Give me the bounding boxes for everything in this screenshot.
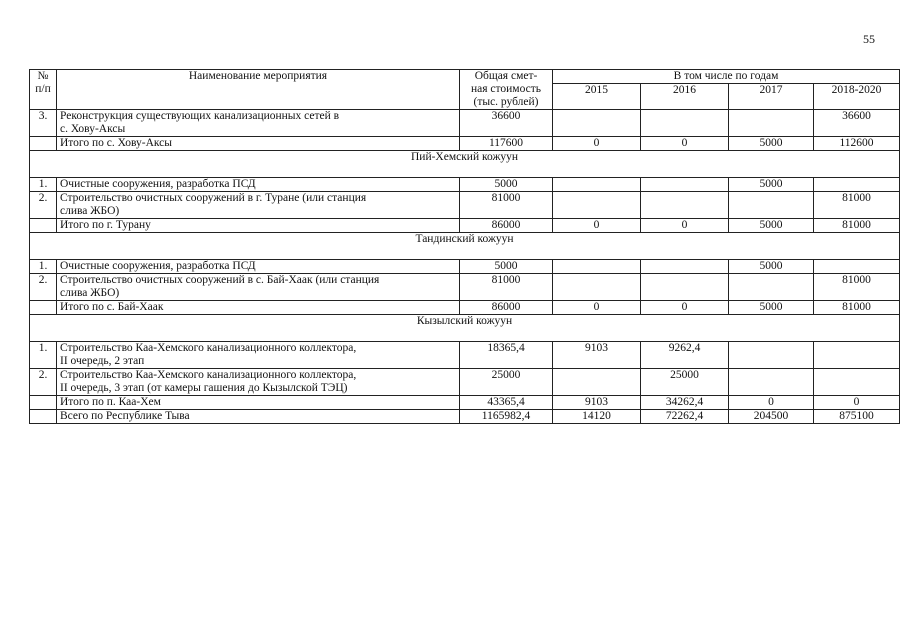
header-year-2018-2020: 2018-2020 <box>814 84 900 110</box>
row-cost: 18365,4 <box>460 342 553 369</box>
header-by-years: В том числе по годам <box>553 70 900 84</box>
section-row <box>30 315 900 342</box>
row-2018-2020: 81000 <box>814 219 900 233</box>
row-number <box>30 301 57 315</box>
section-title: Тандинский кожуун <box>30 233 900 260</box>
row-2018-2020: 81000 <box>814 192 900 219</box>
table-row <box>30 219 900 233</box>
row-number: 2. <box>30 369 57 396</box>
row-2017: 5000 <box>729 178 814 192</box>
row-cost: 81000 <box>460 274 553 301</box>
row-2015: 0 <box>553 219 641 233</box>
row-number: 2. <box>30 274 57 301</box>
row-name: Итого по с. Хову-Аксы <box>57 137 460 151</box>
row-number <box>30 396 57 410</box>
row-2017 <box>729 369 814 396</box>
row-2017 <box>729 342 814 369</box>
row-cost: 117600 <box>460 137 553 151</box>
table-row <box>30 369 900 396</box>
row-2017: 5000 <box>729 137 814 151</box>
row-2018-2020 <box>814 178 900 192</box>
row-2016 <box>641 178 729 192</box>
row-cost: 25000 <box>460 369 553 396</box>
row-2017: 5000 <box>729 260 814 274</box>
row-2016: 9262,4 <box>641 342 729 369</box>
row-2017: 5000 <box>729 219 814 233</box>
row-2018-2020 <box>814 260 900 274</box>
row-2016: 34262,4 <box>641 396 729 410</box>
row-number: 1. <box>30 260 57 274</box>
row-number: 1. <box>30 178 57 192</box>
header-num: № п/п <box>30 70 57 110</box>
table-row <box>30 301 900 315</box>
row-2015 <box>553 369 641 396</box>
row-name: Итого по г. Турану <box>57 219 460 233</box>
table-row <box>30 192 900 219</box>
row-2018-2020: 81000 <box>814 301 900 315</box>
row-2016: 25000 <box>641 369 729 396</box>
row-2015 <box>553 260 641 274</box>
row-number <box>30 410 57 424</box>
program-table <box>29 69 900 424</box>
row-2016 <box>641 110 729 137</box>
row-name: Строительство Каа-Хемского канализационного коллектора, II очередь, 3 этап (от камеры гашения до Кызылской ТЭЦ) <box>57 369 460 396</box>
section-row <box>30 151 900 178</box>
row-name: Итого по п. Каа-Хем <box>57 396 460 410</box>
header-year-2016: 2016 <box>641 84 729 110</box>
table-row <box>30 396 900 410</box>
row-2015 <box>553 110 641 137</box>
header-year-2017: 2017 <box>729 84 814 110</box>
row-2017 <box>729 192 814 219</box>
row-cost: 36600 <box>460 110 553 137</box>
row-2017: 0 <box>729 396 814 410</box>
row-name: Реконструкция существующих канализационных сетей в с. Хову-Аксы <box>57 110 460 137</box>
row-number: 3. <box>30 110 57 137</box>
row-name: Очистные сооружения, разработка ПСД <box>57 260 460 274</box>
table-row <box>30 178 900 192</box>
row-2015: 0 <box>553 137 641 151</box>
row-number: 1. <box>30 342 57 369</box>
row-2015: 9103 <box>553 342 641 369</box>
table-row <box>30 410 900 424</box>
row-2016 <box>641 260 729 274</box>
row-cost: 86000 <box>460 219 553 233</box>
page-number: 55 <box>863 32 875 46</box>
section-row <box>30 233 900 260</box>
row-number: 2. <box>30 192 57 219</box>
row-2016: 0 <box>641 137 729 151</box>
row-2016: 72262,4 <box>641 410 729 424</box>
header-year-2015: 2015 <box>553 84 641 110</box>
row-number <box>30 219 57 233</box>
table-body <box>30 70 900 424</box>
row-name: Итого по с. Бай-Хаак <box>57 301 460 315</box>
header-name: Наименование мероприятия <box>57 70 460 110</box>
row-name: Всего по Республике Тыва <box>57 410 460 424</box>
table-row <box>30 260 900 274</box>
row-name: Строительство очистных сооружений в с. Бай-Хаак (или станция слива ЖБО) <box>57 274 460 301</box>
row-2015 <box>553 178 641 192</box>
row-2016 <box>641 192 729 219</box>
row-cost: 43365,4 <box>460 396 553 410</box>
row-2017: 5000 <box>729 301 814 315</box>
table-row <box>30 110 900 137</box>
row-cost: 5000 <box>460 178 553 192</box>
row-2016: 0 <box>641 219 729 233</box>
row-2018-2020: 112600 <box>814 137 900 151</box>
row-2016 <box>641 274 729 301</box>
row-2015: 14120 <box>553 410 641 424</box>
row-2018-2020: 875100 <box>814 410 900 424</box>
row-2015: 9103 <box>553 396 641 410</box>
row-2017 <box>729 110 814 137</box>
header-cost: Общая смет- ная стоимость (тыс. рублей) <box>460 70 553 110</box>
section-title: Кызылский кожуун <box>30 315 900 342</box>
row-2018-2020: 36600 <box>814 110 900 137</box>
header-row <box>30 70 900 84</box>
row-2018-2020 <box>814 342 900 369</box>
row-2015 <box>553 192 641 219</box>
row-2017 <box>729 274 814 301</box>
row-name: Очистные сооружения, разработка ПСД <box>57 178 460 192</box>
section-title: Пий-Хемский кожуун <box>30 151 900 178</box>
row-cost: 5000 <box>460 260 553 274</box>
row-2017: 204500 <box>729 410 814 424</box>
row-cost: 81000 <box>460 192 553 219</box>
table-row <box>30 137 900 151</box>
table-row <box>30 342 900 369</box>
row-cost: 86000 <box>460 301 553 315</box>
row-cost: 1165982,4 <box>460 410 553 424</box>
row-name: Строительство очистных сооружений в г. Туране (или станция слива ЖБО) <box>57 192 460 219</box>
row-number <box>30 137 57 151</box>
table-row <box>30 274 900 301</box>
row-2016: 0 <box>641 301 729 315</box>
row-2015 <box>553 274 641 301</box>
row-2015: 0 <box>553 301 641 315</box>
row-2018-2020: 81000 <box>814 274 900 301</box>
row-name: Строительство Каа-Хемского канализационного коллектора, II очередь, 2 этап <box>57 342 460 369</box>
row-2018-2020 <box>814 369 900 396</box>
row-2018-2020: 0 <box>814 396 900 410</box>
